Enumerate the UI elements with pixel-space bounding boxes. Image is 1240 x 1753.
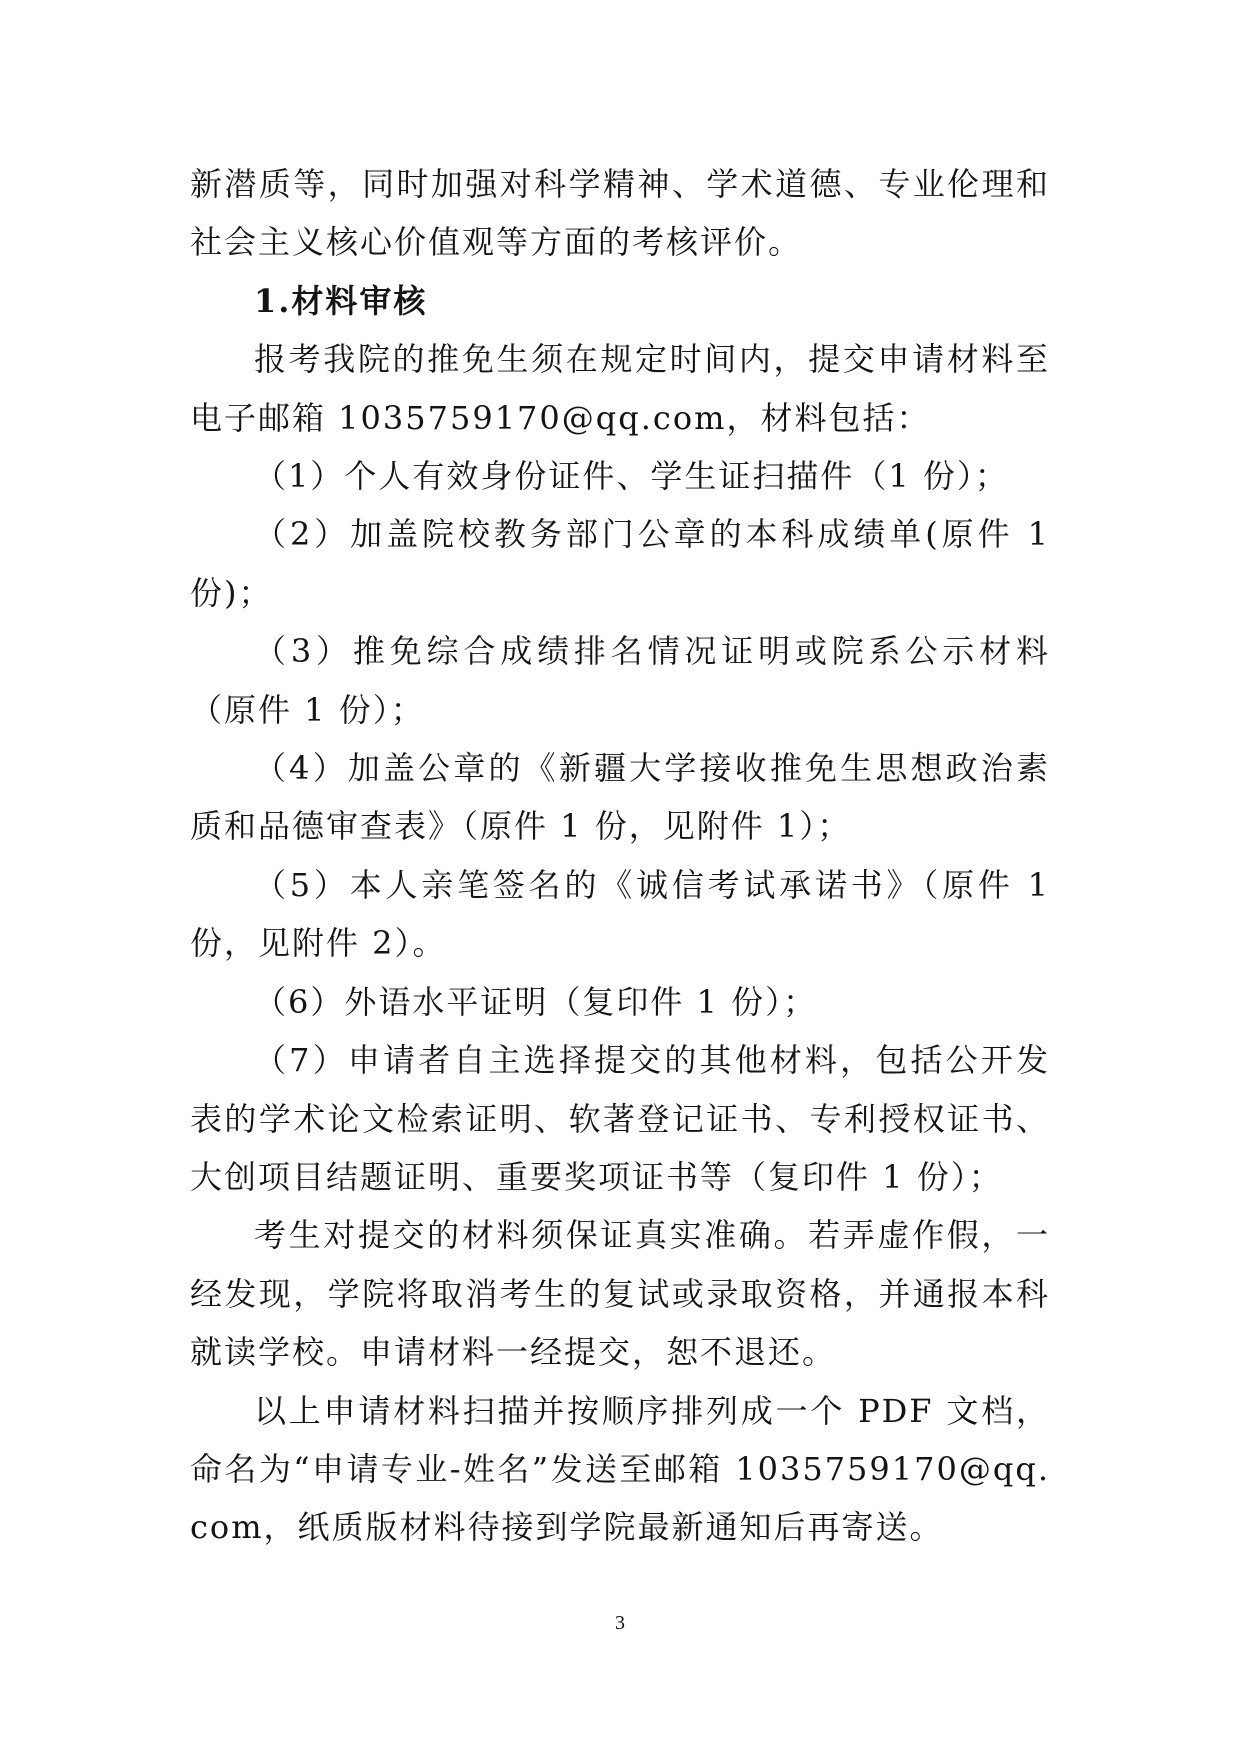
section-heading: 1.材料审核 [254, 281, 428, 320]
list-item-5: （5）本人亲笔签名的《诚信考试承诺书》（原件 1 份，见附件 2）。 [190, 865, 1050, 963]
paragraph-continuation: 新潜质等，同时加强对科学精神、学术道德、专业伦理和社会主义核心价值观等方面的考核评价。 [190, 165, 1050, 262]
paragraph-submission: 以上申请材料扫描并按顺序排列成一个 PDF 文档，命名为“申请专业-姓名”发送至邮箱 1035759170@qq.com，纸质版材料待接到学院最新通知后再寄送。 [190, 1391, 1050, 1547]
document-body [190, 155, 1050, 1557]
list-item-4: （4）加盖公章的《新疆大学接收推免生思想政治素质和品德审查表》（原件 1 份，见附件 1）； [190, 749, 1050, 846]
list-item-6: （6）外语水平证明（复印件 1 份）； [254, 982, 818, 1021]
paragraph-intro: 报考我院的推免生须在规定时间内，提交申请材料至电子邮箱 1035759170@qq.com，材料包括： [190, 340, 1050, 437]
list-item-3: （3）推免综合成绩排名情况证明或院系公示材料（原件 1 份）； [190, 632, 1050, 729]
paragraph-truth-notice: 考生对提交的材料须保证真实准确。若弄虚作假，一经发现，学院将取消考生的复试或录取资格，并通报本科就读学校。申请材料一经提交，恕不退还。 [190, 1216, 1050, 1372]
list-item-2: （2）加盖院校教务部门公章的本科成绩单(原件 1 份)； [190, 515, 1050, 612]
list-item-1: （1）个人有效身份证件、学生证扫描件（1 份）； [254, 457, 1009, 496]
list-item-7: （7）申请者自主选择提交的其他材料，包括公开发表的学术论文检索证明、软著登记证书、专利授权证书、大创项目结题证明、重要奖项证书等（复印件 1 份）； [190, 1041, 1050, 1196]
page-number: 3 [615, 1612, 625, 1634]
